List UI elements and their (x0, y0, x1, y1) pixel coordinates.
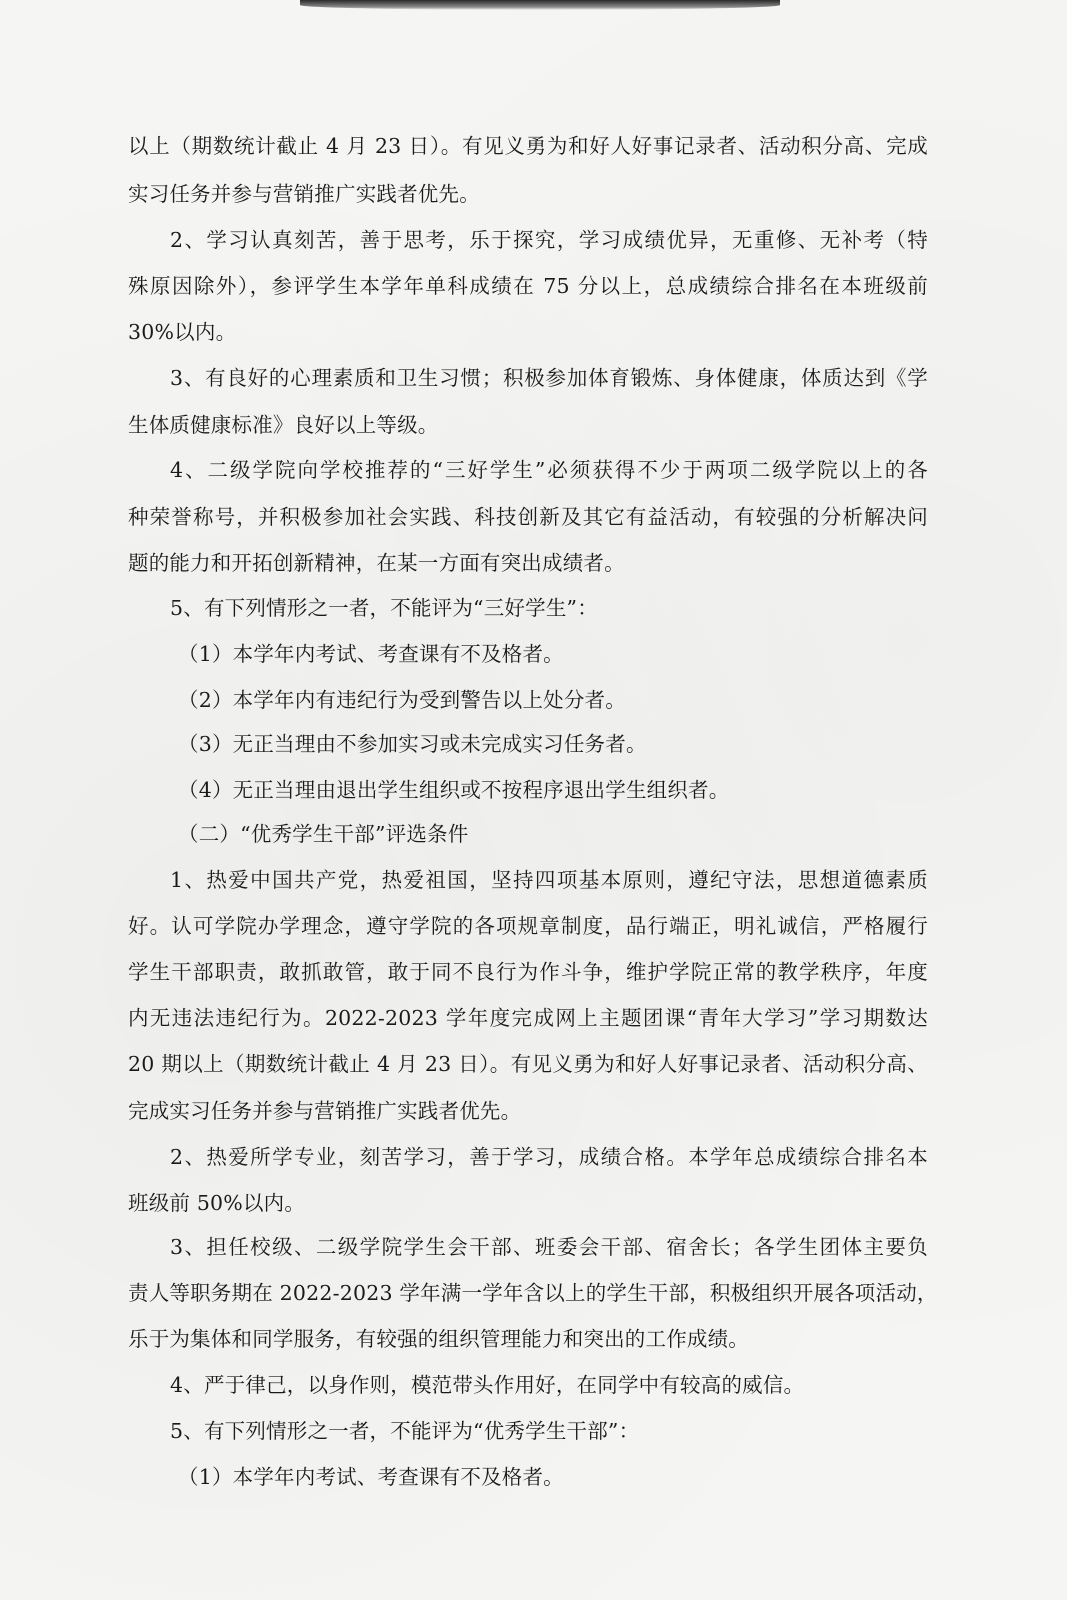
text-line: 好。认可学院办学理念，遵守学院的各项规章制度，品行端正，明礼诚信，严格履行 (128, 914, 928, 938)
text-line: （4）无正当理由退出学生组织或不按程序退出学生组织者。 (178, 778, 730, 802)
text-line: （2）本学年内有违纪行为受到警告以上处分者。 (178, 688, 626, 712)
text-line: 2、学习认真刻苦，善于思考，乐于探究，学习成绩优异，无重修、无补考（特 (170, 228, 928, 252)
text-line: 5、有下列情形之一者，不能评为“三好学生”： (170, 596, 598, 620)
text-line: （1）本学年内考试、考查课有不及格者。 (178, 642, 564, 666)
text-line: （1）本学年内考试、考查课有不及格者。 (178, 1465, 564, 1489)
text-line: 乐于为集体和同学服务，有较强的组织管理能力和突出的工作成绩。 (128, 1327, 749, 1351)
text-line: 实习任务并参与营销推广实践者优先。 (128, 182, 480, 206)
text-line: 以上（期数统计截止 4 月 23 日）。有见义勇为和好人好事记录者、活动积分高、完成 (128, 134, 928, 158)
text-line: 5、有下列情形之一者，不能评为“优秀学生干部”： (170, 1419, 640, 1443)
text-line: 3、有良好的心理素质和卫生习惯；积极参加体育锻炼、身体健康，体质达到《学 (170, 366, 928, 390)
section-heading: （二）“优秀学生干部”评选条件 (178, 822, 469, 846)
text-line: （3）无正当理由不参加实习或未完成实习任务者。 (178, 732, 647, 756)
text-line: 生体质健康标准》良好以上等级。 (128, 413, 439, 437)
text-line: 题的能力和开拓创新精神，在某一方面有突出成绩者。 (128, 551, 625, 575)
text-line: 学生干部职责，敢抓敢管，敢于同不良行为作斗争，维护学院正常的教学秩序，年度 (128, 960, 928, 984)
text-line: 2、热爱所学专业，刻苦学习，善于学习，成绩合格。本学年总成绩综合排名本 (170, 1145, 928, 1169)
text-line: 4、严于律己，以身作则，模范带头作用好，在同学中有较高的威信。 (170, 1373, 805, 1397)
text-line: 1、热爱中国共产党，热爱祖国，坚持四项基本原则，遵纪守法，思想道德素质 (170, 868, 928, 892)
text-line: 20 期以上（期数统计截止 4 月 23 日）。有见义勇为和好人好事记录者、活动积分高、 (128, 1052, 928, 1076)
text-line: 殊原因除外），参评学生本学年单科成绩在 75 分以上，总成绩综合排名在本班级前 (128, 274, 928, 298)
scanner-shadow (300, 0, 780, 10)
text-line: 种荣誉称号，并积极参加社会实践、科技创新及其它有益活动，有较强的分析解决问 (128, 505, 928, 529)
text-line: 完成实习任务并参与营销推广实践者优先。 (128, 1099, 522, 1123)
text-line: 内无违法违纪行为。2022-2023 学年度完成网上主题团课“青年大学习”学习期数达 (128, 1006, 928, 1030)
text-line: 责人等职务期在 2022-2023 学年满一学年含以上的学生干部，积极组织开展各项活动， (128, 1281, 938, 1305)
text-line: 3、担任校级、二级学院学生会干部、班委会干部、宿舍长；各学生团体主要负 (170, 1235, 928, 1259)
text-line: 4、二级学院向学校推荐的“三好学生”必须获得不少于两项二级学院以上的各 (170, 458, 928, 482)
text-line: 班级前 50%以内。 (128, 1191, 306, 1215)
text-line: 30%以内。 (128, 320, 237, 344)
